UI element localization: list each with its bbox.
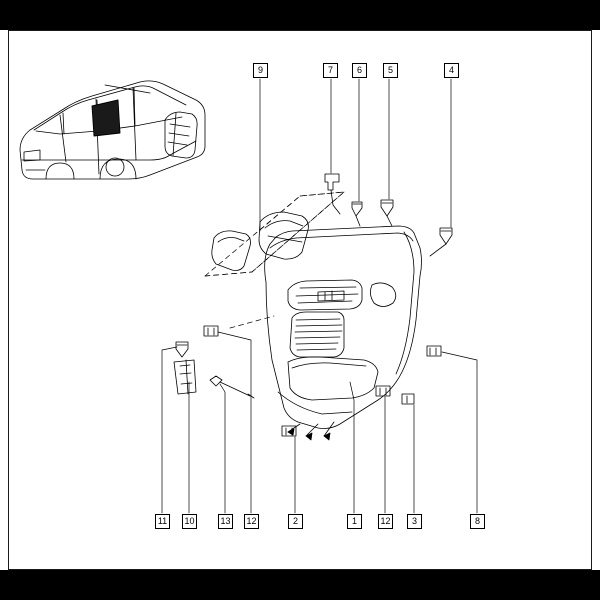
callout-12-left[interactable]: 12 [244,514,259,529]
callout-1[interactable]: 1 [347,514,362,529]
callout-5[interactable]: 5 [383,63,398,78]
top-letterbox-band [0,0,600,30]
bottom-letterbox-band [0,570,600,600]
callout-13[interactable]: 13 [218,514,233,529]
callout-6[interactable]: 6 [352,63,367,78]
callout-10[interactable]: 10 [182,514,197,529]
callout-8[interactable]: 8 [470,514,485,529]
callout-3[interactable]: 3 [407,514,422,529]
callout-7[interactable]: 7 [323,63,338,78]
callout-2[interactable]: 2 [288,514,303,529]
callout-12-right[interactable]: 12 [378,514,393,529]
callout-11[interactable]: 11 [155,514,170,529]
callout-9[interactable]: 9 [253,63,268,78]
callout-4[interactable]: 4 [444,63,459,78]
diagram-frame [8,30,592,570]
